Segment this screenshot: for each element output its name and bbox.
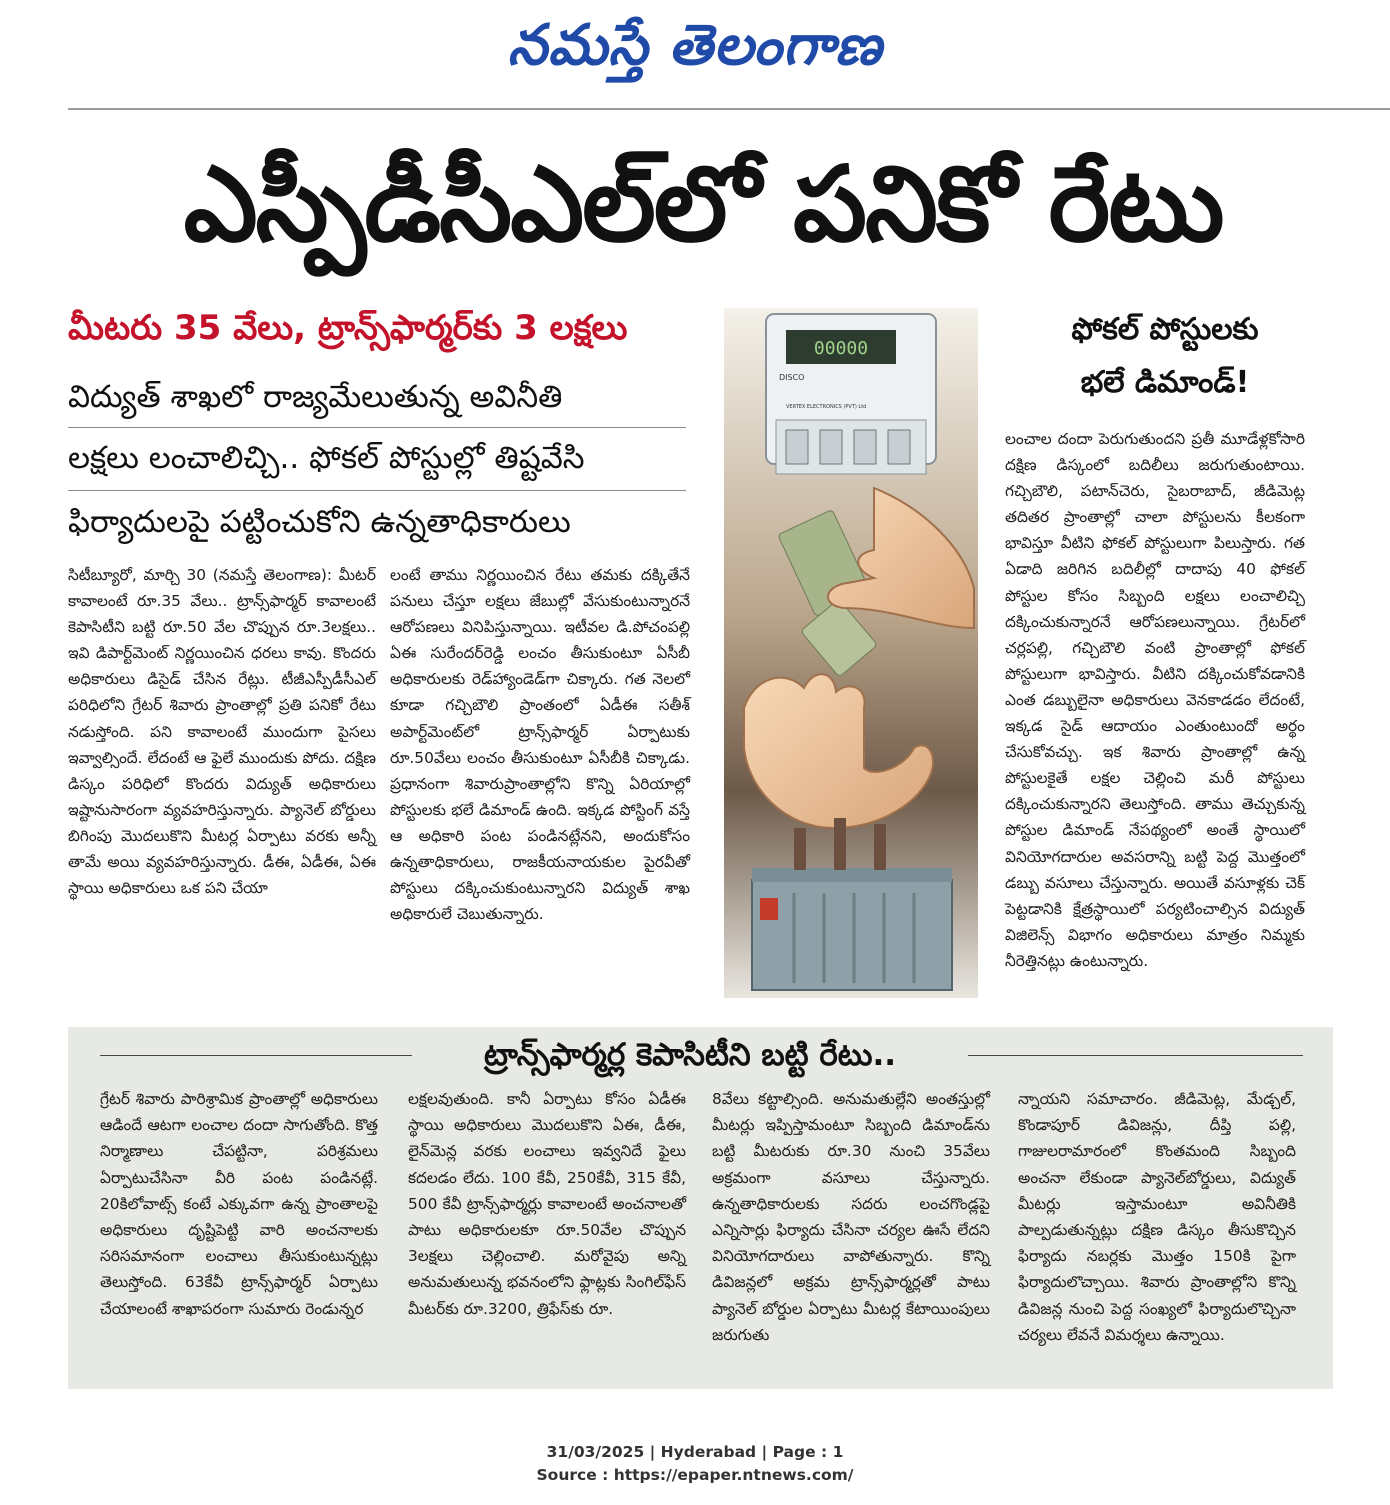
boxed-story-headline: ట్రాన్స్‌ఫార్మర్ల కెపాసిటీని బట్టి రేటు.. <box>484 1037 896 1073</box>
side-story-body: లంచాల దందా పెరుగుతుందని ప్రతీ మూడేళ్లకోసారి దక్షిణ డిస్కంలో బదిలీలు జరుగుతుంటాయి. గచ్చిబౌలి, పటాన్‌చెరు, సైబరాబాద్, జీడిమెట్ల తదితర ప్రాంతాల్లో చాలా పోస్టులను కీలకంగా భావిస్తూ వీటిని ఫోకల్ పోస్టులుగా పిలుస్తారు. గత ఏడాది జరిగిన బదిలీల్లో దాదాపు 40 ఫోకల్ పోస్టుల కోసం సిబ్బంది లక్షలు లంచాలిచ్చి దక్కించుకున్నారనే ఆరోపణలున్నాయి. గ్రేటర్‌లో చర్లపల్లి, గచ్చిబౌలి వంటి ప్రాంతాల్లో ఫోకల్ పోస్టులుగా భావిస్తారు. వీటిని దక్కించుకోవడానికి ఎంత డబ్బులైనా అధికారులు వెనకాడడం లేదంటే, ఇక్కడ సైడ్ ఆదాయం ఎంతుంటుందో అర్థం చేసుకోవచ్చు. ఇక శివారు ప్రాంతాల్లో ఉన్న పోస్టులకైతే లక్షల చెల్లించి మరీ పోస్టులు దక్కించుకున్నారని తెలుస్తోంది. తాము తెచ్చుకున్న పోస్టుల డిమాండ్ నేపథ్యంలో అంతే స్థాయిలో వినియోగదారుల అవసరాన్ని బట్టి పెద్ద మొత్తంలో డబ్బు వసూలు చేస్తున్నారు. అయితే వసూళ్లకు చెక్ పెట్టడానికి క్షేత్రస్థాయిలో పర్యటించాల్సిన విద్యుత్ విజిలెన్స్ విభాగం అధికారులు మాత్రం నిమ్మకు నీరెత్తినట్లు ఉంటున్నారు. <box>1005 430 1305 970</box>
box-column-4: న్నాయని సమాచారం. జీడిమెట్ల, మేడ్చల్, కొండాపూర్ డివిజన్లు, దీప్తి పల్లి, గాజులరామారంలో కొంతమంది సిబ్బంది అంచనా లేకుండా ప్యానెల్‌బోర్డులు, విద్యుత్ మీటర్లు ఇస్తామంటూ అవినీతికి పాల్పడుతున్నట్లు దక్షిణ డిస్కం తీసుకొచ్చిన ఫిర్యాదు నబర్లకు మొత్తం 150కి పైగా ఫిర్యాదులొచ్చాయి. శివారు ప్రాంతాల్లోని కొన్ని డివిజన్ల నుంచి పెద్ద సంఖ్యలో ఫిర్యాదులొచ్చినా చర్యలు లేవనే విమర్శలు ఉన్నాయి. <box>1018 1090 1296 1344</box>
meter-brand-text: DISCO <box>779 373 805 382</box>
box-column-2: లక్షలవుతుంది. కానీ ఏర్పాటు కోసం ఏడీఈ స్థాయి అధికారులు మొదలుకొని ఏఈ, డీఈ, లైన్‌మెన్ల వరకు లంచాలు ఇవ్వనిదే ఫైలు కదలడం లేదు. 100 కేవీ, 250కేవీ, 315 కేవీ, 500 కేవీ ట్రాన్స్‌ఫార్మర్లు కావాలంటే అంచనాలతో పాటు అధికారులకూ రూ.50వేల చొప్పున 3లక్షలు చెల్లించాలి. మరోవైపు అన్ని అనుమతులున్న భవనంలోని ఫ్లాట్లకు సింగిల్‌ఫేస్ మీటర్‌కు రూ.3200, త్రిఫేస్‌కు రూ. <box>408 1090 686 1318</box>
electric-meter-image <box>766 314 936 474</box>
main-column-1: సిటీబ్యూరో, మార్చి 30 (నమస్తే తెలంగాణ): మీటర్ కావాలంటే రూ.35 వేలు.. ట్రాన్స్‌ఫార్మర్ కావాలంటే కెపాసిటీని బట్టి రూ.50 వేల చొప్పున రూ.3లక్షలు.. ఇవి డిపార్ట్‌మెంట్ నిర్ణయించిన ధరలు కావు. కొందరు అధికారులు డిసైడ్ చేసిన రేట్లు. టీజీఎస్పీడీసీఎల్ పరిధిలోని గ్రేటర్ శివారు ప్రాంతాల్లో ప్రతి పనికో రేటు నడుస్తోంది. పని కావాలంటే ముందుగా పైసలు ఇవ్వాల్సిందే. లేదంటే ఆ ఫైలే ముందుకు పోదు. దక్షిణ డిస్కం పరిధిలో కొందరు విద్యుత్ అధికారులు ఇష్టానుసారంగా వ్యవహరిస్తున్నారు. ప్యానెల్ బోర్డులు బిగింపు మొదలుకొని మీటర్ల ఏర్పాటు వరకు అన్నీ తామే అయి వ్యవహరిస్తున్నారు. డీఈ, ఏడీఈ, ఏఈ స్థాయి అధికారులు ఒక పని చేయా <box>68 566 376 898</box>
bribe-photo <box>724 308 978 998</box>
box-column-1: గ్రేటర్ శివారు పారిశ్రామిక ప్రాంతాల్లో అధికారులు ఆడిందే ఆటగా లంచాల దందా సాగుతోంది. కొత్త నిర్మాణాలు చేపట్టినా, పరిశ్రమలు ఏర్పాటుచేసినా వీరి పంట పండినట్లే. 20కిలోవాట్స్ కంటే ఎక్కువగా ఉన్న ప్రాంతాలపై అధికారులు దృష్టిపెట్టి వారి అంచనాలకు సరిసమానంగా లంచాలు తీసుకుంటున్నట్లు తెలుస్తోంది. 63కేవీ ట్రాన్స్‌ఫార్మర్ ఏర్పాటు చేయాలంటే శాఖాపరంగా సుమారు రెండున్నర <box>100 1090 378 1318</box>
box-heading-rule-right <box>968 1055 1303 1056</box>
deck-rule <box>68 490 686 491</box>
meter-display-text: 00000 <box>813 338 869 359</box>
deck-line-1: విద్యుత్ శాఖలో రాజ్యమేలుతున్న అవినీతి <box>68 379 563 415</box>
footer-source-line[interactable]: Source : https://epaper.ntnews.com/ <box>536 1466 854 1484</box>
footer-date-line: 31/03/2025 | Hyderabad | Page : 1 <box>546 1443 844 1461</box>
meter-maker-text: VERTEX ELECTRONICS (PVT) Ltd <box>786 404 867 410</box>
masthead-rule <box>68 108 1390 110</box>
headline: ఎస్పీడీసీఎల్‌లో పనికో రేటు <box>183 143 1223 265</box>
deck-line-2: లక్షలు లంచాలిచ్చి.. ఫోకల్ పోస్టుల్లో తిష్టవేసి <box>68 440 585 476</box>
main-column-2: లంటే తాము నిర్ణయించిన రేటు తమకు దక్కితేనే పనులు చేస్తూ లక్షలు జేబుల్లో వేసుకుంటున్నారనే ఆరోపణలు వినిపిస్తున్నాయి. ఇటీవల డి.పోచంపల్లి ఏఈ సురేందర్‌రెడ్డి లంచం తీసుకుంటూ ఏసీబీ అధికారులకు రెడ్‌హ్యాండెడ్‌గా చిక్కారు. గత నెలలో కూడా గచ్చిబౌలి ప్రాంతంలో ఏడీఈ సతీశ్ అపార్ట్‌మెంట్‌లో ట్రాన్స్‌ఫార్మర్ ఏర్పాటుకు రూ.50వేలు లంచం తీసుకుంటూ ఏసీబీకి చిక్కాడు. ప్రధానంగా శివారుప్రాంతాల్లోని కొన్ని ఏరియాల్లో పోస్టులకు భలే డిమాండ్ ఉంది. ఇక్కడ పోస్టింగ్ వస్తే ఆ అధికారి పంట పండినట్లేనని, అందుకోసం ఉన్నతాధికారులు, రాజకీయనాయకుల పైరవీతో పోస్టులు దక్కించుకుంటున్నారని విద్యుత్ శాఖ అధికారులే చెబుతున్నారు. <box>390 566 690 924</box>
kicker: మీటరు 35 వేలు, ట్రాన్స్‌ఫార్మర్‌కు 3 లక్షలు <box>68 308 628 348</box>
box-column-3: 8వేలు కట్టాల్సింది. అనుమతుల్లేని అంతస్తుల్లో మీటర్లు ఇప్పిస్తామంటూ సిబ్బంది డిమాండ్‌ను బట్టి మీటరుకు రూ.30 నుంచి 35వేలు అక్రమంగా వసూలు చేస్తున్నారు. ఉన్నతాధికారులకు సదరు లంచగొండ్లపై ఎన్నిసార్లు ఫిర్యాదు చేసినా చర్యల ఊసే లేదని వినియోగదారులు వాపోతున్నారు. కొన్ని డివిజన్లలో అక్రమ ట్రాన్స్‌ఫార్మర్లతో పాటు ప్యానెల్ బోర్డుల ఏర్పాటు మీటర్ల కేటాయింపులు జరుగుతు <box>712 1090 990 1344</box>
box-heading-rule-left <box>100 1055 412 1056</box>
deck-rule <box>68 427 686 428</box>
side-headline-line-1: ఫోకల్ పోస్టులకు <box>1071 312 1259 347</box>
deck-line-3: ఫిర్యాదులపై పట్టించుకోని ఉన్నతాధికారులు <box>68 504 571 540</box>
side-headline-line-2: భలే డిమాండ్! <box>1080 365 1250 400</box>
masthead-logo: నమస్తే తెలంగాణ <box>507 13 883 78</box>
